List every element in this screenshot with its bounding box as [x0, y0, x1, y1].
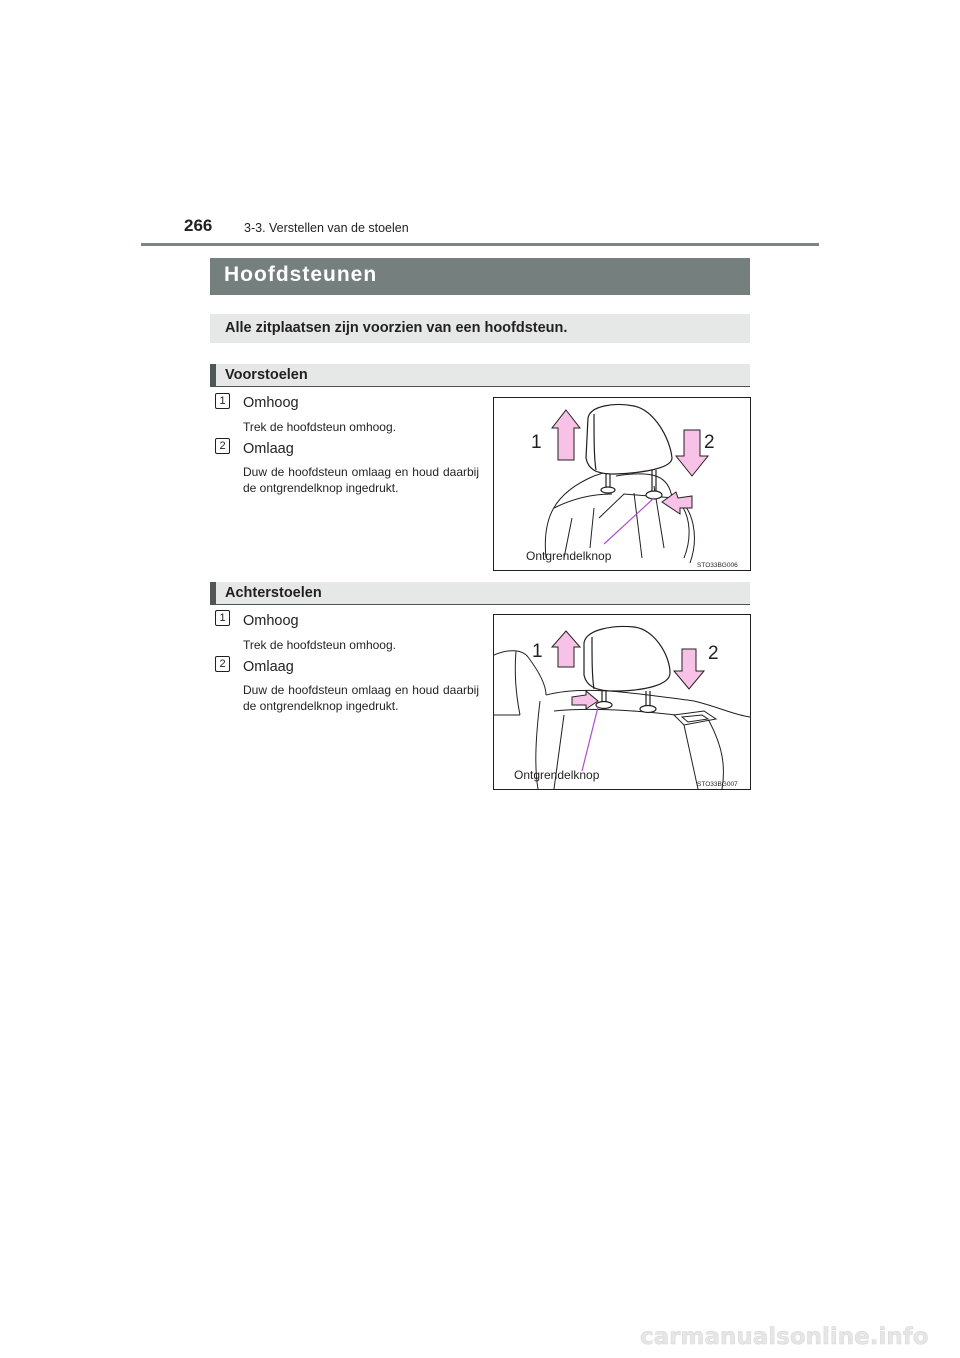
step-title: Omhoog [243, 613, 299, 629]
step-description: Trek de hoofdsteun omhoog. [243, 638, 396, 652]
header-divider [141, 243, 819, 246]
headrest-shape [586, 405, 672, 475]
section-heading-front-seats [210, 364, 750, 387]
rear-headrest-figure [493, 614, 751, 790]
page-title: Hoofdsteunen [210, 258, 750, 295]
callout-down-number: 2 [704, 432, 715, 453]
step-number-badge: 2 [215, 438, 230, 454]
step-number-badge: 1 [215, 393, 230, 409]
callout-down-number: 2 [708, 643, 719, 664]
step-number-badge: 2 [215, 656, 230, 672]
callout-up-number: 1 [532, 641, 543, 662]
section-heading-marker [210, 364, 216, 386]
section-heading-rear-seats [210, 582, 750, 605]
page-number: 266 [184, 216, 213, 235]
headrest-shape [584, 627, 670, 691]
rear-headrest-illustration [494, 615, 750, 789]
step-title: Omhoog [243, 395, 299, 411]
release-button-pointer [604, 498, 654, 544]
front-headrest-figure [493, 397, 751, 571]
release-button-pointer [582, 707, 598, 771]
section-heading-label: Voorstoelen [225, 367, 308, 383]
step-number-badge: 1 [215, 610, 230, 626]
intro-text: Alle zitplaatsen zijn voorzien van een hoofdsteun. [210, 314, 750, 343]
step-title: Omlaag [243, 659, 294, 675]
svg-text:carmanualsonline.info: carmanualsonline.info [640, 1324, 929, 1350]
section-heading-marker [210, 582, 216, 604]
figure-code: STO33BG007 [697, 781, 738, 788]
release-button-label: Ontgrendelknop [526, 549, 612, 563]
figure-code: STO33BG006 [697, 562, 738, 569]
step-description: Trek de hoofdsteun omhoog. [243, 420, 396, 434]
step-description: Duw de hoofdsteun omlaag en houd daarbij de ontgrendelknop ingedrukt. [243, 683, 479, 713]
front-headrest-illustration [494, 398, 750, 570]
release-button-label: Ontgrendelknop [514, 768, 600, 782]
callout-up-number: 1 [531, 432, 542, 453]
seat-outline-left [545, 470, 612, 558]
section-reference: 3-3. Verstellen van de stoelen [244, 221, 409, 235]
section-heading-label: Achterstoelen [225, 585, 322, 601]
push-arrow-icon [572, 691, 598, 709]
down-arrow-icon [674, 649, 704, 689]
step-description: Duw de hoofdsteun omlaag en houd daarbij de ontgrendelknop ingedrukt. [243, 465, 479, 495]
push-arrow-icon [662, 492, 692, 514]
step-title: Omlaag [243, 441, 294, 457]
watermark-logo [640, 1318, 940, 1350]
up-arrow-icon [552, 410, 580, 460]
up-arrow-icon [552, 631, 580, 667]
